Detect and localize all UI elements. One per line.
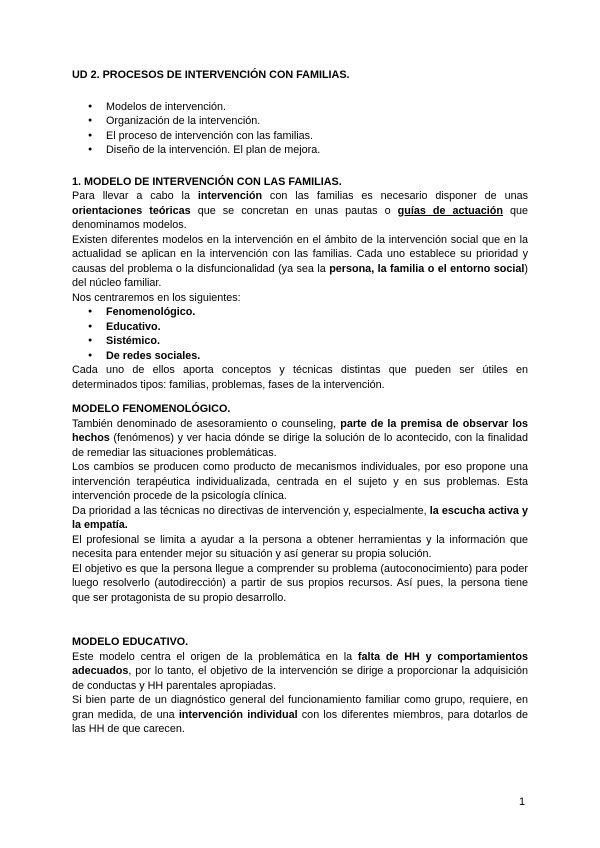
section1-paragraph-3: Nos centraremos en los siguientes: bbox=[72, 291, 241, 304]
model-item: ● Fenomenológico. bbox=[72, 305, 528, 320]
educativo-paragraph-1: Este modelo centra el origen de la problemática en la falta de HH y comportamientos adecuados, por lo tanto, el objetivo de la intervención se dirige a proporcionar la adquisición de conductas y HH parentales apropiadas. bbox=[72, 650, 528, 692]
toc-item: ● Diseño de la intervención. El plan de mejora. bbox=[72, 143, 528, 158]
fenomenologico-heading: MODELO FENOMENOLÓGICO. bbox=[72, 403, 231, 415]
section1-heading: 1. MODELO DE INTERVENCIÓN CON LAS FAMILIAS. bbox=[72, 175, 342, 188]
fenomenologico-paragraph-3: Da prioridad a las técnicas no directivas de intervención y, especialmente, la escucha activa y la empatía. bbox=[72, 504, 528, 531]
models-list bbox=[72, 305, 528, 363]
model-item: ● Educativo. bbox=[72, 320, 528, 335]
model-item: ● De redes sociales. bbox=[72, 349, 528, 364]
toc-item: ● Modelos de intervención. bbox=[72, 100, 528, 115]
toc-item: ● El proceso de intervención con las familias. bbox=[72, 129, 528, 144]
section1-paragraph-4: Cada uno de ellos aporta conceptos y técnicas distintas que pueden ser útiles en determinados tipos: familias, problemas, fases de la intervención. bbox=[72, 364, 528, 391]
educativo-paragraph-2: Si bien parte de un diagnóstico general del funcionamiento familiar como grupo, requiere, en gran medida, de una intervención individual con los diferentes miembros, para dotarlos de las HH de que carecen. bbox=[72, 694, 528, 735]
document-page bbox=[72, 68, 528, 737]
page-number: 1 bbox=[519, 796, 526, 808]
fenomenologico-paragraph-5: El objetivo es que la persona llegue a comprender su problema (autoconocimiento) para poder luego resolverlo (autodirección) a partir de sus propios recursos. Así pues, la persona tiene que ser protagonista de su propio desarrollo. bbox=[72, 562, 528, 604]
model-item: ● Sistémico. bbox=[72, 334, 528, 349]
toc-list bbox=[72, 100, 528, 158]
fenomenologico-paragraph-4: El profesional se limita a ayudar a la persona a obtener herramientas y la información que necesita para entender mejor su situación y así generar su propia solución. bbox=[72, 533, 528, 560]
section1-paragraph-1: Para llevar a cabo la intervención con las familias es necesario disponer de unas orientaciones teóricas que se concretan en unas pautas o guías de actuación que denominamos modelos. bbox=[72, 190, 528, 231]
fenomenologico-paragraph-1: También denominado de asesoramiento o counseling, parte de la premisa de observar los hechos (fenómenos) y ver hacia dónde se dirige la solución de lo acontecido, con la finalidad de remediar las situaciones problemáticas. bbox=[72, 417, 528, 459]
fenomenologico-paragraph-2: Los cambios se producen como producto de mecanismos individuales, por eso propone una intervención terapéutica individualizada, centrada en el sujeto y en sus problemas. Esta intervención procede de la psicología clínica. bbox=[72, 461, 528, 502]
toc-item: ● Organización de la intervención. bbox=[72, 114, 528, 129]
document-title: UD 2. PROCESOS DE INTERVENCIÓN CON FAMILIAS. bbox=[72, 69, 350, 81]
section1-paragraph-2: Existen diferentes modelos en la intervención en el ámbito de la intervención social que en la actualidad se aplican en la intervención con las familias. Cada uno establece su prioridad y causas del problema o la disfuncionalidad (ya sea la persona, la familia o el entorno social) del núcleo familiar. bbox=[72, 233, 528, 289]
educativo-heading: MODELO EDUCATIVO. bbox=[72, 636, 189, 648]
